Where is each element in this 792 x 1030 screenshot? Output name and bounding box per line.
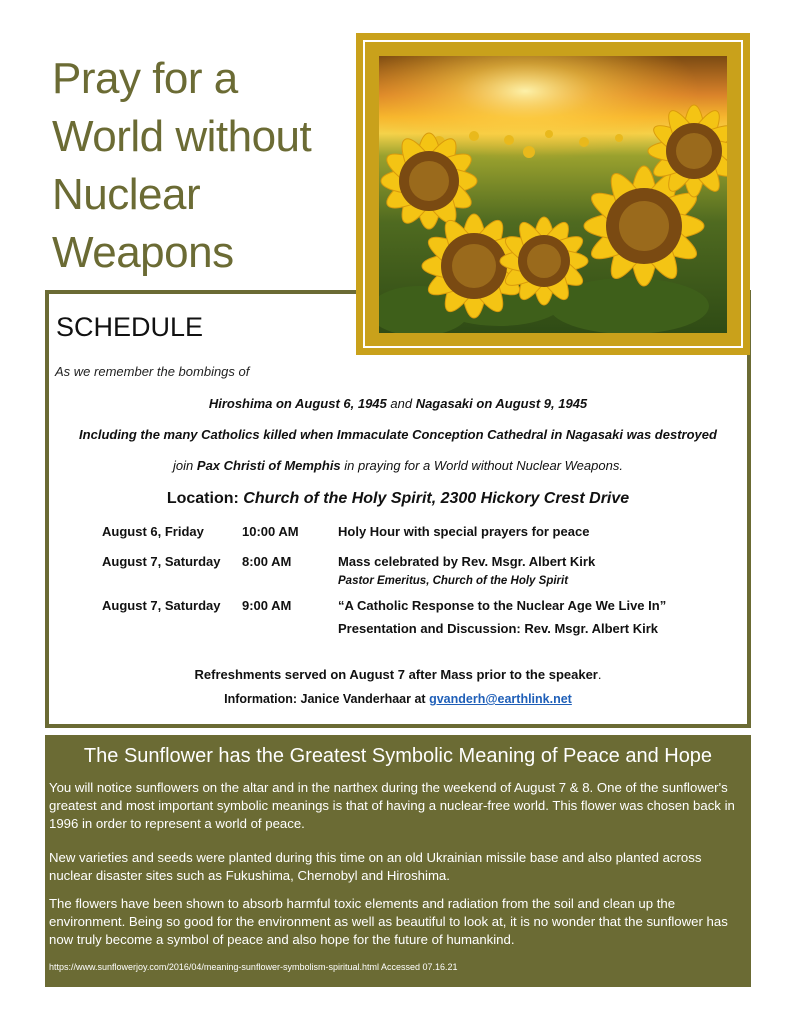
- location-label: Location:: [166, 490, 244, 507]
- title-line: World without: [52, 112, 312, 161]
- source-citation: https://www.sunflowerjoy.com/2016/04/meaning-sunflower-symbolism-spiritual.html Accessed 07.16.21: [49, 962, 458, 972]
- schedule-heading: SCHEDULE: [56, 312, 204, 342]
- event-desc: [338, 554, 738, 587]
- event-desc-second: Presentation and Discussion: Rev. Msgr. Albert Kirk: [338, 621, 659, 636]
- sunflower-field-photo: [379, 56, 727, 333]
- refreshments-text: Refreshments served on August 7 after Mass prior to the speaker: [194, 667, 598, 682]
- event-desc-main: Mass celebrated by Rev. Msgr. Albert Kirk: [338, 554, 596, 569]
- pax-christi: Pax Christi of Memphis: [196, 458, 341, 473]
- sunflower-paragraph: The flowers have been shown to absorb harmful toxic elements and radiation from the soil and clean up the environment. Being so good for the environment as well as beautiful to look at, it is no wonder that the sunflower has now truly become a symbol of peace and also hope for the future of humankind.: [49, 896, 728, 947]
- event-desc: Holy Hour with special prayers for peace: [338, 524, 590, 539]
- sunflower-paragraph: You will notice sunflowers on the altar and in the narthex during the weekend of August 7 & 8. One of the sunflower's greatest and most important symbolic meanings is that of having a nuclear-free world. This flower was chosen back in 1996 in order to represent a world of peace.: [49, 780, 735, 831]
- event-time: 9:00 AM: [242, 598, 292, 613]
- event-desc-sub: Pastor Emeritus, Church of the Holy Spirit: [338, 575, 569, 587]
- information-label: Information: Janice Vanderhaar at: [224, 692, 430, 706]
- join-text: join: [173, 458, 197, 473]
- title-line: Pray for a: [52, 54, 238, 103]
- event-day: August 7, Saturday: [102, 554, 221, 569]
- sunflower-paragraph: New varieties and seeds were planted during this time on an old Ukrainian missile base and also planted across nuclear disaster sites such as Fukushima, Chernobyl and Hiroshima.: [49, 850, 702, 883]
- event-desc: [338, 598, 738, 636]
- sunflower-heading: The Sunflower has the Greatest Symbolic Meaning of Peace and Hope: [83, 745, 713, 767]
- page-title: [52, 50, 362, 282]
- hiroshima-date: Hiroshima on August 6, 1945: [208, 396, 387, 411]
- nagasaki-date: Nagasaki on August 9, 1945: [415, 396, 588, 411]
- title-line: Weapons: [52, 228, 234, 277]
- refreshments-line: Refreshments served on August 7 after Mass prior to the speaker.: [194, 667, 602, 682]
- event-day: August 6, Friday: [102, 524, 204, 539]
- sunflower-section: [45, 735, 751, 987]
- join-line: [49, 458, 747, 473]
- and-text: and: [386, 396, 416, 411]
- information-line: [49, 692, 747, 706]
- bombing-dates: [49, 396, 747, 411]
- title-line: Nuclear: [52, 170, 201, 219]
- cathedral-line: Including the many Catholics killed when Immaculate Conception Cathedral in Nagasaki was destroyed: [79, 427, 717, 442]
- schedule-inner: [49, 294, 747, 724]
- contact-email-link[interactable]: gvanderh@earthlink.net: [429, 692, 572, 706]
- event-desc-main: “A Catholic Response to the Nuclear Age We Live In”: [338, 598, 667, 613]
- praying-text: in praying for a World without Nuclear Weapons.: [340, 458, 623, 473]
- sunflower-field-icon: [379, 56, 727, 333]
- intro-text: As we remember the bombings of: [55, 364, 250, 379]
- location-value: Church of the Holy Spirit, 2300 Hickory Crest Drive: [243, 490, 630, 507]
- schedule-box: [45, 290, 751, 728]
- location-line: [49, 490, 747, 508]
- event-time: 10:00 AM: [242, 524, 299, 539]
- event-day: August 7, Saturday: [102, 598, 221, 613]
- event-time: 8:00 AM: [242, 554, 292, 569]
